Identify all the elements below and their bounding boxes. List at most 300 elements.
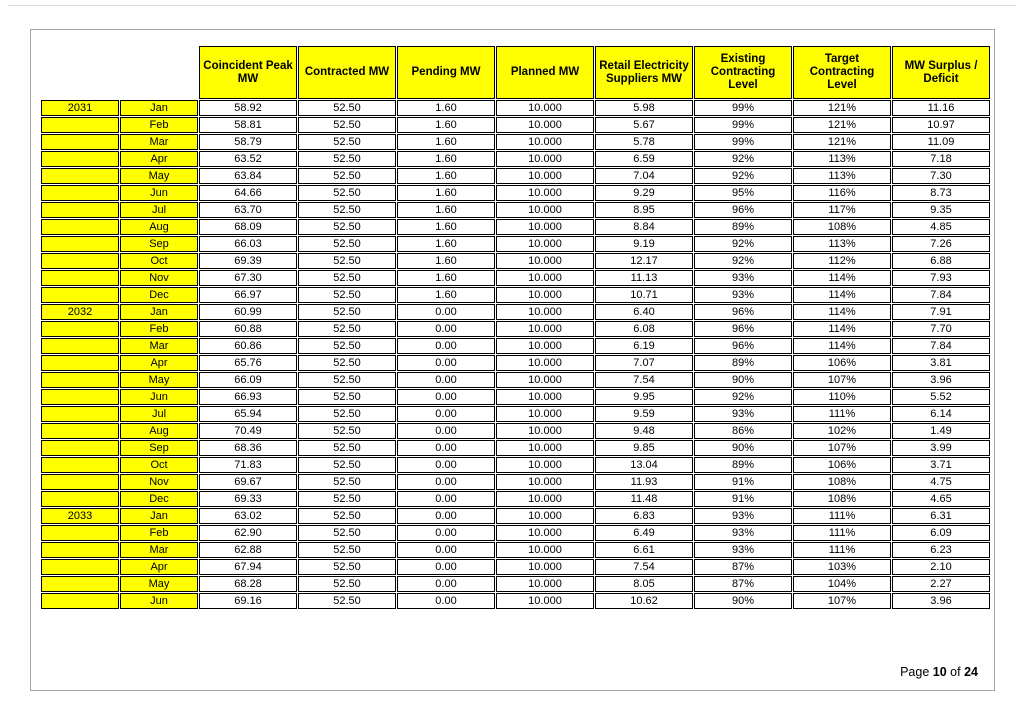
value-cell: 102% <box>793 423 891 439</box>
value-cell: 10.000 <box>496 542 594 558</box>
value-cell: 68.36 <box>199 440 297 456</box>
value-cell: 5.67 <box>595 117 693 133</box>
header-target-contracting-level: Target Contracting Level <box>793 46 891 99</box>
value-cell: 93% <box>694 508 792 524</box>
value-cell: 11.48 <box>595 491 693 507</box>
month-cell: Jun <box>120 185 198 201</box>
table-row <box>41 253 990 269</box>
table-header <box>41 46 990 99</box>
value-cell: 0.00 <box>397 525 495 541</box>
value-cell: 3.99 <box>892 440 990 456</box>
value-cell: 113% <box>793 236 891 252</box>
header-row <box>41 46 990 99</box>
value-cell: 6.14 <box>892 406 990 422</box>
value-cell: 89% <box>694 219 792 235</box>
value-cell: 93% <box>694 406 792 422</box>
table-row <box>41 355 990 371</box>
value-cell: 52.50 <box>298 474 396 490</box>
value-cell: 1.49 <box>892 423 990 439</box>
value-cell: 60.99 <box>199 304 297 320</box>
value-cell: 112% <box>793 253 891 269</box>
value-cell: 10.000 <box>496 270 594 286</box>
value-cell: 95% <box>694 185 792 201</box>
year-cell <box>41 457 119 473</box>
value-cell: 110% <box>793 389 891 405</box>
month-cell: Oct <box>120 253 198 269</box>
contracting-level-table <box>40 45 991 610</box>
table-row <box>41 542 990 558</box>
value-cell: 1.60 <box>397 168 495 184</box>
value-cell: 0.00 <box>397 542 495 558</box>
value-cell: 0.00 <box>397 423 495 439</box>
value-cell: 6.09 <box>892 525 990 541</box>
header-existing-contracting-level: Existing Contracting Level <box>694 46 792 99</box>
value-cell: 66.97 <box>199 287 297 303</box>
value-cell: 89% <box>694 457 792 473</box>
month-cell: May <box>120 168 198 184</box>
value-cell: 3.81 <box>892 355 990 371</box>
month-cell: Sep <box>120 440 198 456</box>
value-cell: 121% <box>793 134 891 150</box>
month-cell: Mar <box>120 338 198 354</box>
value-cell: 10.000 <box>496 338 594 354</box>
value-cell: 69.33 <box>199 491 297 507</box>
value-cell: 121% <box>793 117 891 133</box>
month-cell: Jan <box>120 304 198 320</box>
table-row <box>41 474 990 490</box>
value-cell: 6.61 <box>595 542 693 558</box>
value-cell: 106% <box>793 355 891 371</box>
table-row <box>41 593 990 609</box>
table-row <box>41 372 990 388</box>
value-cell: 10.000 <box>496 321 594 337</box>
table-row <box>41 134 990 150</box>
value-cell: 10.000 <box>496 236 594 252</box>
year-cell <box>41 117 119 133</box>
value-cell: 68.09 <box>199 219 297 235</box>
value-cell: 9.19 <box>595 236 693 252</box>
year-cell: 2033 <box>41 508 119 524</box>
value-cell: 7.04 <box>595 168 693 184</box>
value-cell: 64.66 <box>199 185 297 201</box>
year-cell <box>41 525 119 541</box>
value-cell: 9.29 <box>595 185 693 201</box>
value-cell: 3.71 <box>892 457 990 473</box>
table-row <box>41 321 990 337</box>
year-cell: 2032 <box>41 304 119 320</box>
value-cell: 60.86 <box>199 338 297 354</box>
table-row <box>41 270 990 286</box>
value-cell: 10.000 <box>496 355 594 371</box>
value-cell: 10.000 <box>496 372 594 388</box>
table-row <box>41 185 990 201</box>
year-cell <box>41 151 119 167</box>
value-cell: 52.50 <box>298 559 396 575</box>
value-cell: 7.18 <box>892 151 990 167</box>
value-cell: 67.30 <box>199 270 297 286</box>
month-cell: May <box>120 372 198 388</box>
year-cell <box>41 321 119 337</box>
value-cell: 52.50 <box>298 219 396 235</box>
value-cell: 68.28 <box>199 576 297 592</box>
page-top-edge <box>8 5 1016 6</box>
value-cell: 10.000 <box>496 117 594 133</box>
table-row <box>41 508 990 524</box>
value-cell: 4.85 <box>892 219 990 235</box>
table-row <box>41 389 990 405</box>
value-cell: 91% <box>694 474 792 490</box>
month-cell: Nov <box>120 474 198 490</box>
value-cell: 10.000 <box>496 576 594 592</box>
value-cell: 52.50 <box>298 287 396 303</box>
value-cell: 114% <box>793 304 891 320</box>
value-cell: 0.00 <box>397 355 495 371</box>
value-cell: 7.07 <box>595 355 693 371</box>
value-cell: 113% <box>793 151 891 167</box>
value-cell: 8.05 <box>595 576 693 592</box>
value-cell: 93% <box>694 542 792 558</box>
year-cell <box>41 355 119 371</box>
value-cell: 52.50 <box>298 100 396 116</box>
value-cell: 7.93 <box>892 270 990 286</box>
value-cell: 52.50 <box>298 542 396 558</box>
header-planned-mw: Planned MW <box>496 46 594 99</box>
page-frame <box>30 29 995 691</box>
month-cell: Sep <box>120 236 198 252</box>
year-cell <box>41 236 119 252</box>
value-cell: 6.23 <box>892 542 990 558</box>
month-cell: Jun <box>120 593 198 609</box>
value-cell: 6.08 <box>595 321 693 337</box>
year-cell <box>41 542 119 558</box>
value-cell: 52.50 <box>298 338 396 354</box>
month-cell: Nov <box>120 270 198 286</box>
year-cell <box>41 134 119 150</box>
value-cell: 52.50 <box>298 372 396 388</box>
value-cell: 52.50 <box>298 168 396 184</box>
year-cell <box>41 338 119 354</box>
value-cell: 87% <box>694 576 792 592</box>
value-cell: 92% <box>694 151 792 167</box>
table-row <box>41 576 990 592</box>
value-cell: 70.49 <box>199 423 297 439</box>
month-cell: Jan <box>120 508 198 524</box>
value-cell: 96% <box>694 202 792 218</box>
value-cell: 12.17 <box>595 253 693 269</box>
table-row <box>41 236 990 252</box>
value-cell: 2.10 <box>892 559 990 575</box>
value-cell: 10.71 <box>595 287 693 303</box>
value-cell: 96% <box>694 338 792 354</box>
year-cell <box>41 372 119 388</box>
value-cell: 66.03 <box>199 236 297 252</box>
value-cell: 92% <box>694 168 792 184</box>
month-cell: Feb <box>120 525 198 541</box>
value-cell: 6.31 <box>892 508 990 524</box>
value-cell: 1.60 <box>397 202 495 218</box>
value-cell: 116% <box>793 185 891 201</box>
month-cell: May <box>120 576 198 592</box>
value-cell: 0.00 <box>397 372 495 388</box>
value-cell: 10.000 <box>496 525 594 541</box>
value-cell: 5.98 <box>595 100 693 116</box>
value-cell: 9.85 <box>595 440 693 456</box>
value-cell: 10.62 <box>595 593 693 609</box>
value-cell: 1.60 <box>397 185 495 201</box>
header-mw-surplus-deficit: MW Surplus / Deficit <box>892 46 990 99</box>
value-cell: 66.93 <box>199 389 297 405</box>
value-cell: 1.60 <box>397 219 495 235</box>
value-cell: 111% <box>793 525 891 541</box>
value-cell: 99% <box>694 134 792 150</box>
value-cell: 65.94 <box>199 406 297 422</box>
month-cell: Feb <box>120 321 198 337</box>
month-cell: Dec <box>120 491 198 507</box>
value-cell: 6.83 <box>595 508 693 524</box>
table-body <box>41 100 990 609</box>
value-cell: 58.92 <box>199 100 297 116</box>
value-cell: 87% <box>694 559 792 575</box>
value-cell: 10.000 <box>496 202 594 218</box>
value-cell: 8.73 <box>892 185 990 201</box>
value-cell: 52.50 <box>298 491 396 507</box>
year-cell <box>41 219 119 235</box>
value-cell: 6.40 <box>595 304 693 320</box>
value-cell: 63.70 <box>199 202 297 218</box>
value-cell: 90% <box>694 593 792 609</box>
value-cell: 10.000 <box>496 100 594 116</box>
table-row <box>41 338 990 354</box>
value-cell: 7.91 <box>892 304 990 320</box>
value-cell: 1.60 <box>397 117 495 133</box>
value-cell: 93% <box>694 525 792 541</box>
header-blank-corner <box>41 46 198 99</box>
value-cell: 1.60 <box>397 134 495 150</box>
value-cell: 63.84 <box>199 168 297 184</box>
month-cell: Jun <box>120 389 198 405</box>
value-cell: 10.000 <box>496 508 594 524</box>
value-cell: 7.54 <box>595 372 693 388</box>
value-cell: 114% <box>793 287 891 303</box>
value-cell: 9.95 <box>595 389 693 405</box>
value-cell: 104% <box>793 576 891 592</box>
value-cell: 99% <box>694 117 792 133</box>
table-row <box>41 151 990 167</box>
value-cell: 1.60 <box>397 253 495 269</box>
value-cell: 52.50 <box>298 457 396 473</box>
year-cell <box>41 287 119 303</box>
table-row <box>41 406 990 422</box>
value-cell: 107% <box>793 440 891 456</box>
value-cell: 0.00 <box>397 576 495 592</box>
value-cell: 4.65 <box>892 491 990 507</box>
year-cell <box>41 406 119 422</box>
value-cell: 52.50 <box>298 389 396 405</box>
value-cell: 7.26 <box>892 236 990 252</box>
value-cell: 108% <box>793 474 891 490</box>
year-cell <box>41 423 119 439</box>
value-cell: 69.67 <box>199 474 297 490</box>
value-cell: 9.59 <box>595 406 693 422</box>
value-cell: 52.50 <box>298 253 396 269</box>
month-cell: Apr <box>120 355 198 371</box>
table-row <box>41 100 990 116</box>
table-row <box>41 440 990 456</box>
value-cell: 92% <box>694 389 792 405</box>
value-cell: 11.13 <box>595 270 693 286</box>
value-cell: 10.000 <box>496 457 594 473</box>
table-row <box>41 219 990 235</box>
value-cell: 6.59 <box>595 151 693 167</box>
value-cell: 10.000 <box>496 406 594 422</box>
value-cell: 52.50 <box>298 576 396 592</box>
month-cell: Jan <box>120 100 198 116</box>
value-cell: 8.95 <box>595 202 693 218</box>
value-cell: 86% <box>694 423 792 439</box>
value-cell: 0.00 <box>397 593 495 609</box>
value-cell: 0.00 <box>397 304 495 320</box>
value-cell: 11.16 <box>892 100 990 116</box>
value-cell: 52.50 <box>298 593 396 609</box>
value-cell: 10.000 <box>496 389 594 405</box>
value-cell: 10.000 <box>496 253 594 269</box>
value-cell: 107% <box>793 593 891 609</box>
value-cell: 103% <box>793 559 891 575</box>
footer-total-pages: 24 <box>964 665 978 679</box>
value-cell: 90% <box>694 372 792 388</box>
year-cell <box>41 474 119 490</box>
value-cell: 66.09 <box>199 372 297 388</box>
value-cell: 5.78 <box>595 134 693 150</box>
value-cell: 10.000 <box>496 474 594 490</box>
header-coincident-peak-mw: Coincident Peak MW <box>199 46 297 99</box>
value-cell: 0.00 <box>397 508 495 524</box>
value-cell: 0.00 <box>397 338 495 354</box>
year-cell <box>41 491 119 507</box>
value-cell: 67.94 <box>199 559 297 575</box>
month-cell: Jul <box>120 406 198 422</box>
month-cell: Aug <box>120 423 198 439</box>
value-cell: 52.50 <box>298 406 396 422</box>
value-cell: 2.27 <box>892 576 990 592</box>
value-cell: 10.000 <box>496 151 594 167</box>
value-cell: 10.000 <box>496 440 594 456</box>
value-cell: 63.52 <box>199 151 297 167</box>
value-cell: 7.84 <box>892 338 990 354</box>
value-cell: 10.000 <box>496 491 594 507</box>
value-cell: 52.50 <box>298 117 396 133</box>
value-cell: 52.50 <box>298 304 396 320</box>
footer-page-number: 10 <box>932 665 947 679</box>
value-cell: 111% <box>793 406 891 422</box>
value-cell: 58.79 <box>199 134 297 150</box>
value-cell: 63.02 <box>199 508 297 524</box>
value-cell: 114% <box>793 321 891 337</box>
value-cell: 52.50 <box>298 355 396 371</box>
year-cell <box>41 253 119 269</box>
value-cell: 0.00 <box>397 440 495 456</box>
value-cell: 52.50 <box>298 151 396 167</box>
value-cell: 10.000 <box>496 219 594 235</box>
value-cell: 91% <box>694 491 792 507</box>
value-cell: 93% <box>694 287 792 303</box>
value-cell: 117% <box>793 202 891 218</box>
value-cell: 10.000 <box>496 423 594 439</box>
value-cell: 60.88 <box>199 321 297 337</box>
value-cell: 52.50 <box>298 440 396 456</box>
value-cell: 62.90 <box>199 525 297 541</box>
value-cell: 0.00 <box>397 474 495 490</box>
value-cell: 0.00 <box>397 406 495 422</box>
value-cell: 7.30 <box>892 168 990 184</box>
value-cell: 3.96 <box>892 372 990 388</box>
value-cell: 108% <box>793 219 891 235</box>
year-cell <box>41 389 119 405</box>
table-row <box>41 168 990 184</box>
value-cell: 52.50 <box>298 236 396 252</box>
value-cell: 52.50 <box>298 185 396 201</box>
value-cell: 65.76 <box>199 355 297 371</box>
value-cell: 10.000 <box>496 287 594 303</box>
header-retail-electricity-suppliers-mw: Retail Electricity Suppliers MW <box>595 46 693 99</box>
table-row <box>41 559 990 575</box>
value-cell: 114% <box>793 270 891 286</box>
year-cell <box>41 270 119 286</box>
value-cell: 7.54 <box>595 559 693 575</box>
value-cell: 93% <box>694 270 792 286</box>
footer-label-page: Page <box>900 665 930 679</box>
value-cell: 52.50 <box>298 270 396 286</box>
table-row <box>41 423 990 439</box>
value-cell: 71.83 <box>199 457 297 473</box>
value-cell: 9.48 <box>595 423 693 439</box>
value-cell: 99% <box>694 100 792 116</box>
value-cell: 111% <box>793 508 891 524</box>
value-cell: 1.60 <box>397 236 495 252</box>
table-row <box>41 287 990 303</box>
value-cell: 92% <box>694 253 792 269</box>
value-cell: 13.04 <box>595 457 693 473</box>
year-cell <box>41 168 119 184</box>
table-row <box>41 525 990 541</box>
value-cell: 6.19 <box>595 338 693 354</box>
value-cell: 69.16 <box>199 593 297 609</box>
value-cell: 10.000 <box>496 185 594 201</box>
value-cell: 7.70 <box>892 321 990 337</box>
value-cell: 52.50 <box>298 202 396 218</box>
month-cell: Aug <box>120 219 198 235</box>
table-row <box>41 117 990 133</box>
value-cell: 11.09 <box>892 134 990 150</box>
value-cell: 10.000 <box>496 304 594 320</box>
value-cell: 89% <box>694 355 792 371</box>
header-contracted-mw: Contracted MW <box>298 46 396 99</box>
value-cell: 10.000 <box>496 134 594 150</box>
value-cell: 52.50 <box>298 321 396 337</box>
year-cell <box>41 576 119 592</box>
value-cell: 0.00 <box>397 457 495 473</box>
month-cell: Feb <box>120 117 198 133</box>
value-cell: 5.52 <box>892 389 990 405</box>
value-cell: 111% <box>793 542 891 558</box>
month-cell: Dec <box>120 287 198 303</box>
value-cell: 106% <box>793 457 891 473</box>
table-row <box>41 304 990 320</box>
value-cell: 4.75 <box>892 474 990 490</box>
value-cell: 1.60 <box>397 151 495 167</box>
value-cell: 10.000 <box>496 559 594 575</box>
value-cell: 0.00 <box>397 321 495 337</box>
